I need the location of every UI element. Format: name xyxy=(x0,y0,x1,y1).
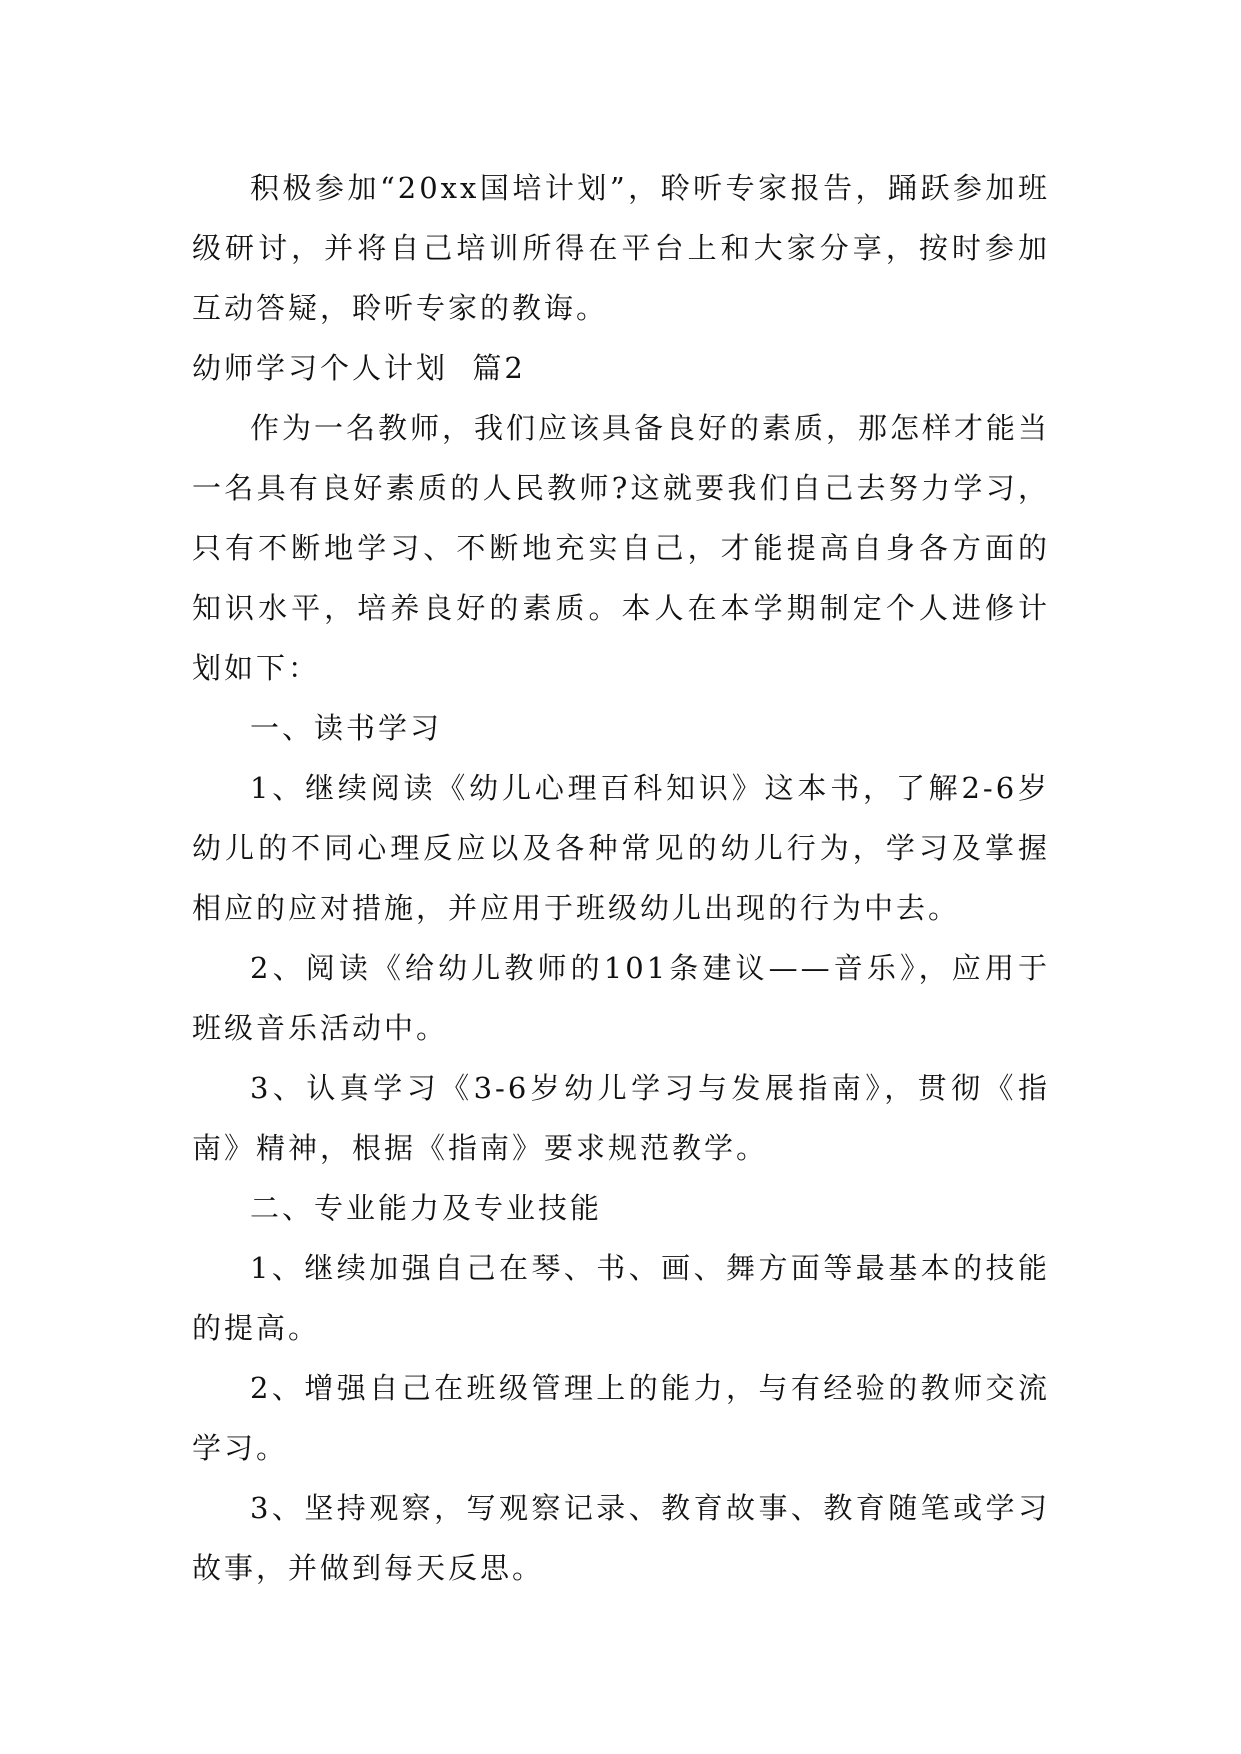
heading-professional-skills: 二、专业能力及专业技能 xyxy=(250,1191,603,1225)
list-item-skills-1: 1、继续加强自己在琴、书、画、舞方面等最基本的技能的提高。 xyxy=(192,1251,1050,1345)
list-item-skills-2: 2、增强自己在班级管理上的能力，与有经验的教师交流学习。 xyxy=(192,1371,1050,1465)
paragraph-national-training: 积极参加“20xx国培计划”，聆听专家报告，踊跃参加班级研讨，并将自己培训所得在平台上和大家分享，按时参加互动答疑，聆听专家的教诲。 xyxy=(192,171,1050,325)
section-title-part-2: 幼师学习个人计划 篇2 xyxy=(192,351,526,385)
heading-reading-study: 一、读书学习 xyxy=(250,711,443,745)
paragraph-intro: 作为一名教师，我们应该具备良好的素质，那怎样才能当一名具有良好素质的人民教师?这就要我们自己去努力学习，只有不断地学习、不断地充实自己，才能提高自身各方面的知识水平，培养良好的素质。本人在本学期制定个人进修计划如下： xyxy=(192,411,1051,685)
list-item-skills-3: 3、坚持观察，写观察记录、教育故事、教育随笔或学习故事，并做到每天反思。 xyxy=(192,1491,1050,1585)
list-item-reading-1: 1、继续阅读《幼儿心理百科知识》这本书，了解2-6岁幼儿的不同心理反应以及各种常见的幼儿行为，学习及掌握相应的应对措施，并应用于班级幼儿出现的行为中去。 xyxy=(192,771,1050,925)
document-page xyxy=(192,158,1050,1598)
list-item-reading-3: 3、认真学习《3-6岁幼儿学习与发展指南》，贯彻《指南》精神，根据《指南》要求规范教学。 xyxy=(192,1071,1050,1165)
list-item-reading-2: 2、阅读《给幼儿教师的101条建议——音乐》，应用于班级音乐活动中。 xyxy=(192,951,1050,1045)
